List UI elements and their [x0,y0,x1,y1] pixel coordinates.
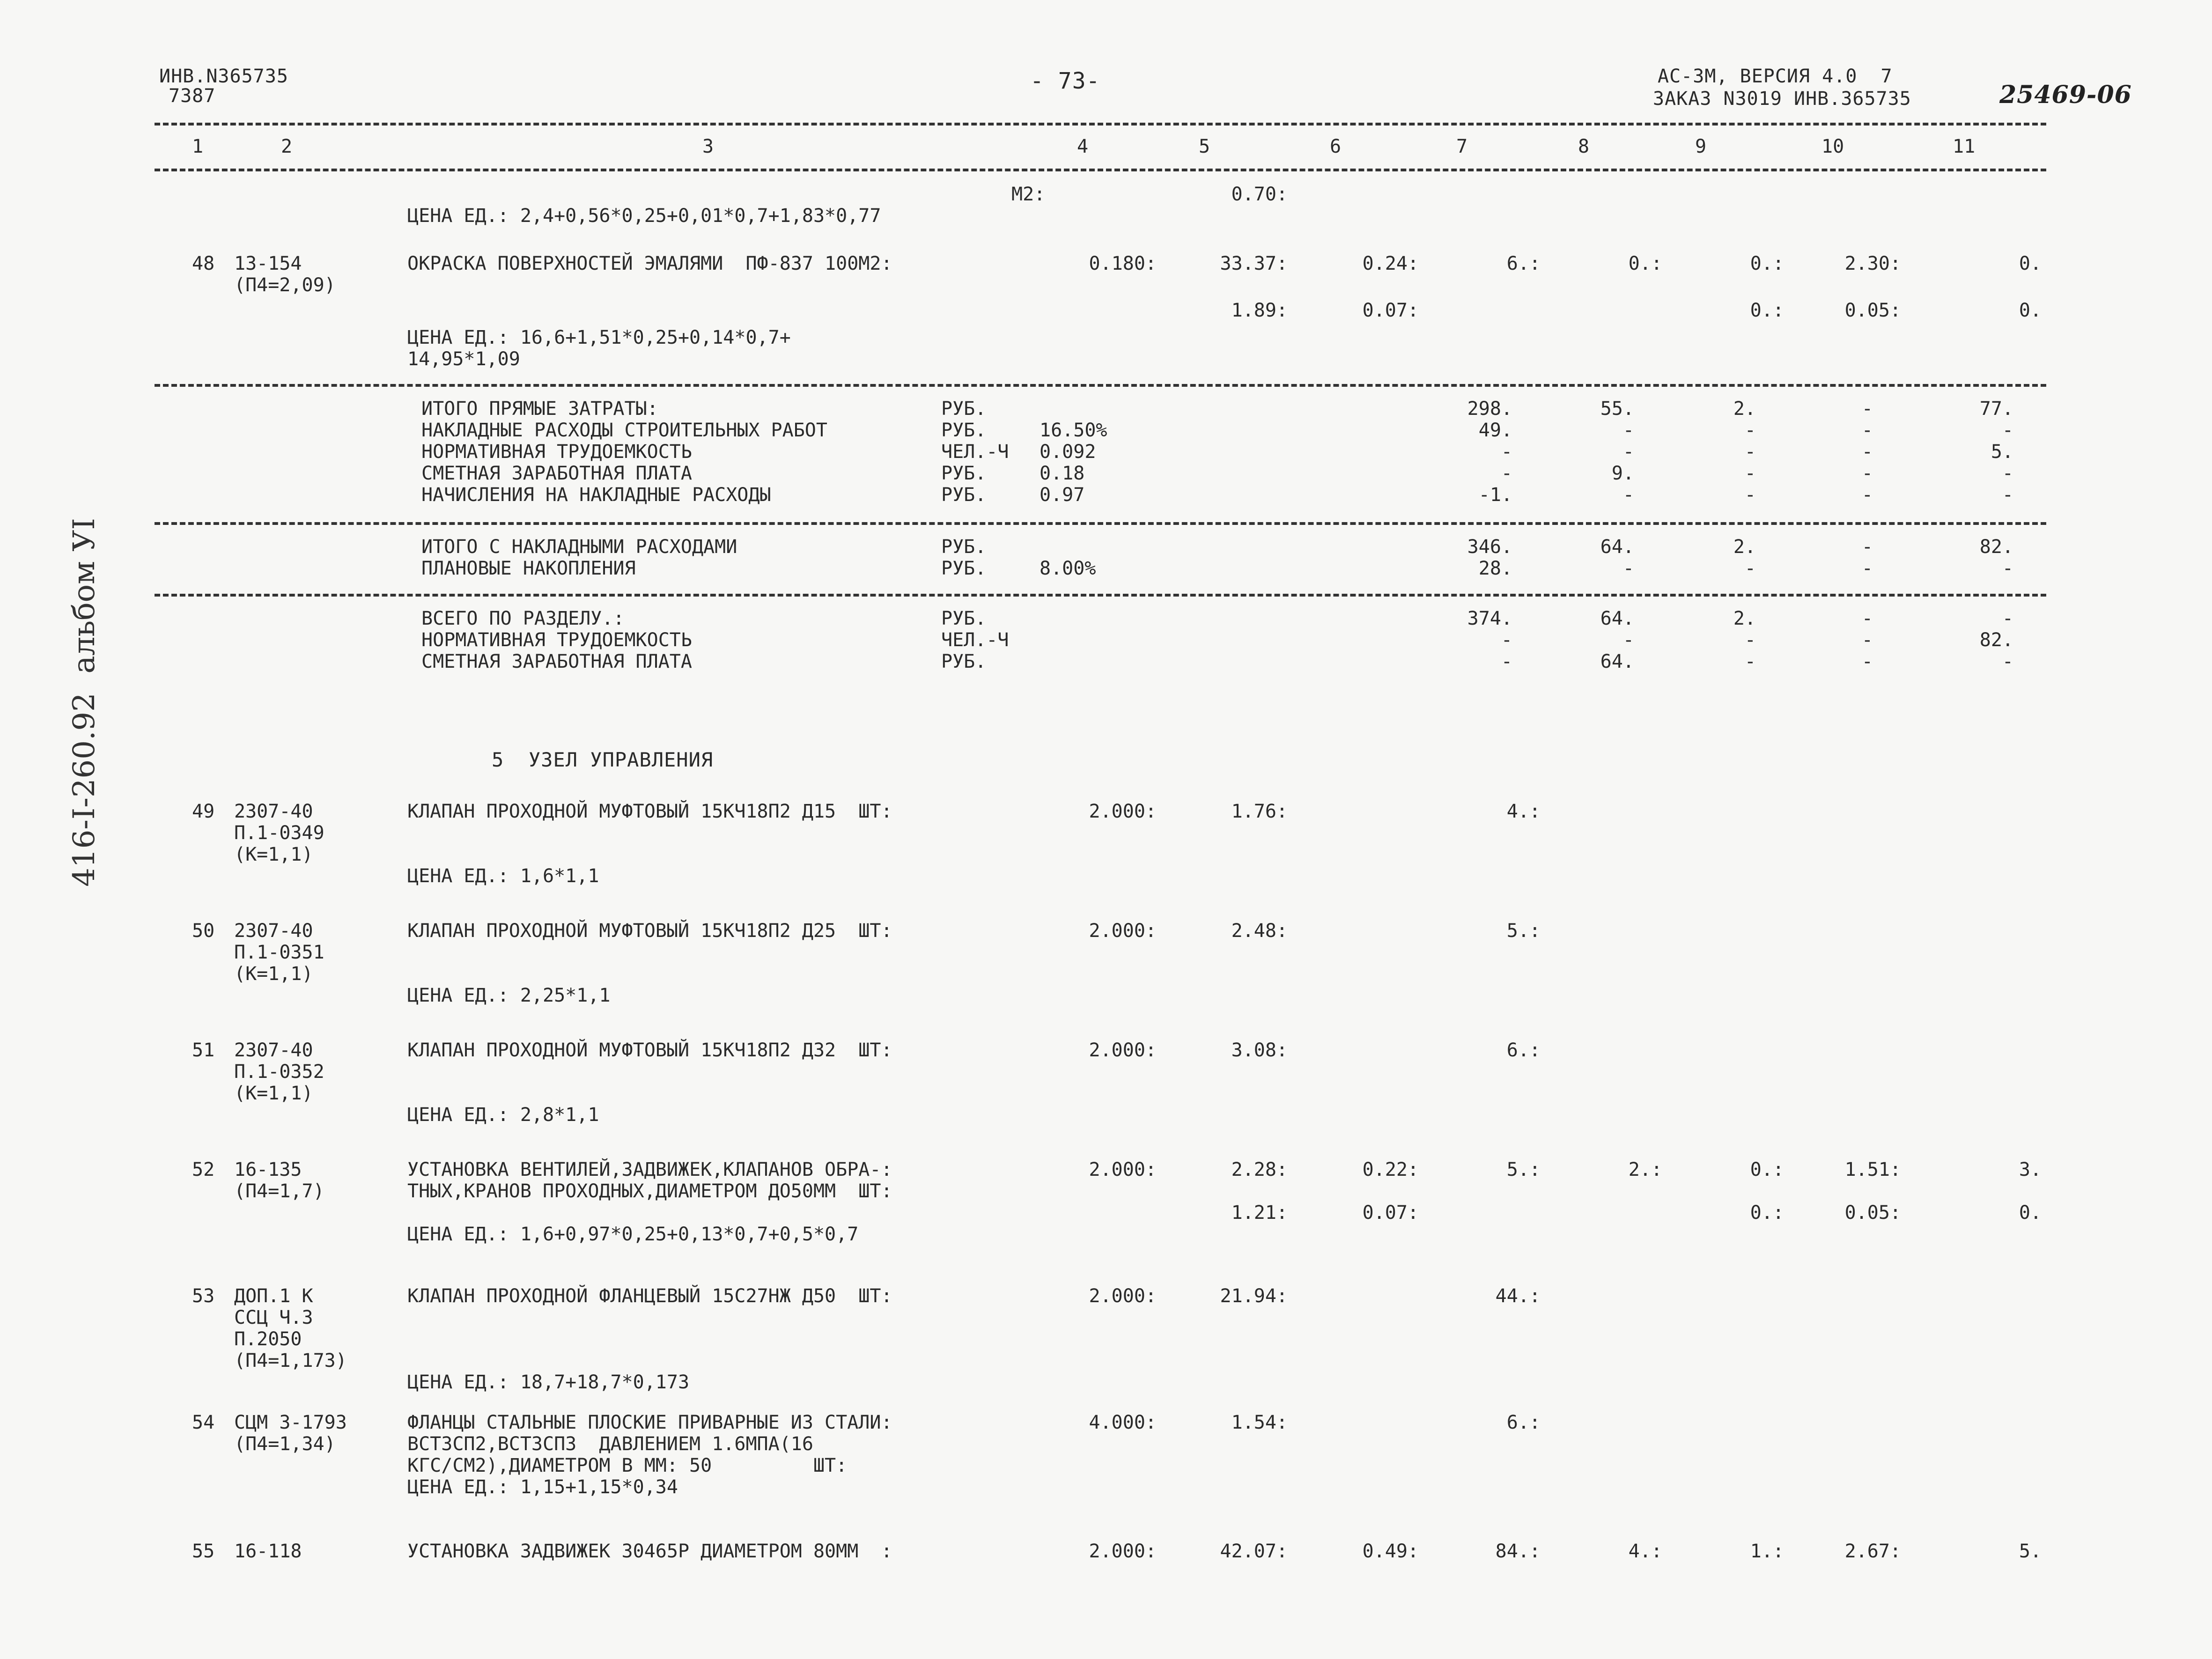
total-rate: 0.092 [1040,441,1096,463]
program-version: АС-3М, ВЕРСИЯ 4.0 7 [1658,66,1893,87]
item-number: 50 [192,920,215,942]
doc-number: 7387 [169,85,216,107]
page-number: - 73- [1030,68,1100,94]
item-code: П.1-0349 [234,822,324,844]
total-c7: - [1501,463,1512,484]
cell-sub-c5: 1.21: [1231,1202,1288,1224]
total-c8: 9. [1611,463,1634,484]
price-formula: ЦЕНА ЕД.: 1,15+1,15*0,34 [407,1476,678,1498]
cell-c5: 2.28: [1231,1159,1288,1180]
total-label: СМЕТНАЯ ЗАРАБОТНАЯ ПЛАТА [421,651,692,672]
item-code: (П4=1,34) [234,1433,336,1455]
total-c7: - [1501,441,1512,463]
cell-c4: 2.000: [1089,920,1157,942]
cell-c7: 5.: [1506,920,1541,942]
total-c8: - [1622,629,1634,651]
total-c11: - [2002,558,2013,579]
item-description: КЛАПАН ПРОХОДНОЙ ФЛАНЦЕВЫЙ 15С27НЖ Д50 ШТ: [407,1285,892,1307]
total-c7: 374. [1467,608,1512,629]
cell-sub-c10: 0.05: [1844,300,1901,321]
item-description: КЛАПАН ПРОХОДНОЙ МУФТОВЫЙ 15КЧ18П2 Д15 ШТ: [407,801,892,822]
total-unit: РУБ. [941,420,987,441]
cell-c11: 5. [2019,1541,2042,1562]
item-code: П.1-0351 [234,942,324,963]
cell-sub-c10: 0.05: [1844,1202,1901,1224]
cell-c4: 2.000: [1089,1541,1157,1562]
cell-c6: 0.24: [1362,253,1419,274]
total-c7: 346. [1467,536,1512,558]
item-coef: (П4=2,09) [234,274,336,296]
cell-c4: 0.180: [1089,253,1157,274]
item-code: 16-135 [234,1159,302,1180]
total-c11: - [2002,420,2013,441]
item-code: 16-118 [234,1541,302,1562]
cell-c10: 2.30: [1844,253,1901,274]
total-c8: - [1622,484,1634,506]
total-c11: - [2002,608,2013,629]
cell-c4: 2.000: [1089,801,1157,822]
price-formula-cont: 14,95*1,09 [407,348,520,370]
total-unit: ЧЕЛ.-Ч [941,441,1009,463]
cell-c7: 5.: [1506,1159,1541,1180]
cell-c6: 0.49: [1362,1541,1419,1562]
total-c7: 49. [1478,420,1512,441]
item-description: ТНЫХ,КРАНОВ ПРОХОДНЫХ,ДИАМЕТРОМ ДО50ММ ШТ: [407,1180,892,1202]
total-c9: - [1744,484,1756,506]
cell-c4: 4.000: [1089,1412,1157,1433]
total-rate: 8.00% [1040,558,1096,579]
total-c11: 77. [1979,398,2013,420]
price-formula: ЦЕНА ЕД.: 16,6+1,51*0,25+0,14*0,7+ [407,327,791,348]
column-header-6: 6 [1330,136,1342,157]
total-c11: - [2002,484,2013,506]
total-c7: - [1501,629,1512,651]
item-code: 2307-40 [234,1040,313,1061]
item-number: 53 [192,1285,215,1307]
total-unit: РУБ. [941,651,987,672]
total-c10: - [1861,536,1873,558]
separator [155,522,2046,525]
cell-c5: 33.37: [1220,253,1288,274]
column-header-3: 3 [702,136,714,157]
item-description: ВСТ3СП2,ВСТ3СП3 ДАВЛЕНИЕМ 1.6МПА(16 [407,1433,813,1455]
cell-c7: 6.: [1506,253,1541,274]
total-unit: РУБ. [941,463,987,484]
album-side-label: 416-I-260.92 альбом УI [67,518,102,887]
total-c10: - [1861,608,1873,629]
cell-c5: 21.94: [1220,1285,1288,1307]
total-rate: 0.97 [1040,484,1085,506]
section-title: 5 УЗЕЛ УПРАВЛЕНИЯ [492,748,714,771]
item-description: УСТАНОВКА ЗАДВИЖЕК 30465Р ДИАМЕТРОМ 80ММ : [407,1541,892,1562]
total-c8: 64. [1600,608,1634,629]
total-c8: - [1622,441,1634,463]
total-c10: - [1861,558,1873,579]
cell-c10: 1.51: [1844,1159,1901,1180]
total-label: ПЛАНОВЫЕ НАКОПЛЕНИЯ [421,558,636,579]
cell-c5: 0.70: [1231,184,1288,205]
total-c11: 82. [1979,536,2013,558]
item-description: КЛАПАН ПРОХОДНОЙ МУФТОВЫЙ 15КЧ18П2 Д25 ШТ: [407,920,892,942]
cell-sub-c6: 0.07: [1362,1202,1419,1224]
item-code: П.1-0352 [234,1061,324,1083]
total-c11: 82. [1979,629,2013,651]
item-code: ДОП.1 К [234,1285,313,1307]
unit-label: М2: [1011,184,1046,205]
cell-c4: 2.000: [1089,1159,1157,1180]
cell-c9: 1.: [1750,1541,1784,1562]
total-c9: - [1744,629,1756,651]
cell-c5: 1.76: [1231,801,1288,822]
item-code: (К=1,1) [234,1083,313,1104]
cell-c7: 44.: [1495,1285,1541,1307]
cell-c9: 0.: [1750,253,1784,274]
item-number: 55 [192,1541,215,1562]
total-unit: РУБ. [941,608,987,629]
item-description: КГС/СМ2),ДИАМЕТРОМ В ММ: 50 ШТ: [407,1455,848,1476]
item-code: ССЦ Ч.3 [234,1307,313,1328]
cell-c9: 0.: [1750,1159,1784,1180]
separator [155,384,2046,387]
item-code: (П4=1,7) [234,1180,324,1202]
item-number: 52 [192,1159,215,1180]
total-rate: 16.50% [1040,420,1107,441]
total-c9: - [1744,420,1756,441]
total-c9: 2. [1733,398,1756,420]
column-header-7: 7 [1456,136,1468,157]
total-c9: - [1744,441,1756,463]
cell-c7: 4.: [1506,801,1541,822]
item-code: (П4=1,173) [234,1350,347,1371]
total-label: ИТОГО ПРЯМЫЕ ЗАТРАТЫ: [421,398,658,420]
cell-c7: 84.: [1495,1541,1541,1562]
cell-c4: 2.000: [1089,1285,1157,1307]
cell-c4: 2.000: [1089,1040,1157,1061]
total-c7: 298. [1467,398,1512,420]
cell-sub-c11: 0. [2019,1202,2042,1224]
cell-sub-c9: 0.: [1750,1202,1784,1224]
item-description: ФЛАНЦЫ СТАЛЬНЫЕ ПЛОСКИЕ ПРИВАРНЫЕ ИЗ СТАЛИ: [407,1412,892,1433]
item-number: 51 [192,1040,215,1061]
cell-c10: 2.67: [1844,1541,1901,1562]
total-c7: -1. [1478,484,1512,506]
total-unit: РУБ. [941,536,987,558]
total-c10: - [1861,463,1873,484]
total-c10: - [1861,484,1873,506]
cell-c7: 6.: [1506,1040,1541,1061]
item-number: 54 [192,1412,215,1433]
cell-c11: 0. [2019,253,2042,274]
price-formula: ЦЕНА ЕД.: 1,6+0,97*0,25+0,13*0,7+0,5*0,7 [407,1224,859,1245]
cell-c6: 0.22: [1362,1159,1419,1180]
cell-c11: 3. [2019,1159,2042,1180]
column-header-10: 10 [1821,136,1844,157]
price-formula: ЦЕНА ЕД.: 2,8*1,1 [407,1104,599,1126]
total-label: НОРМАТИВНАЯ ТРУДОЕМКОСТЬ [421,441,692,463]
separator [155,594,2046,597]
inventory-number: ИНВ.N365735 [159,66,288,87]
cell-c8: 2.: [1628,1159,1662,1180]
total-c8: 64. [1600,536,1634,558]
item-description: УСТАНОВКА ВЕНТИЛЕЙ,ЗАДВИЖЕК,КЛАПАНОВ ОБРА-: [407,1159,892,1180]
total-c11: - [2002,651,2013,672]
total-label: СМЕТНАЯ ЗАРАБОТНАЯ ПЛАТА [421,463,692,484]
total-c7: 28. [1478,558,1512,579]
item-code: 13-154 [234,253,302,274]
separator [155,169,2046,171]
cell-sub-c9: 0.: [1750,300,1784,321]
item-description: ОКРАСКА ПОВЕРХНОСТЕЙ ЭМАЛЯМИ ПФ-837 100М2: [407,253,892,274]
total-unit: РУБ. [941,484,987,506]
cell-sub-c11: 0. [2019,300,2042,321]
total-label: НОРМАТИВНАЯ ТРУДОЕМКОСТЬ [421,629,692,651]
total-label: НАЧИСЛЕНИЯ НА НАКЛАДНЫЕ РАСХОДЫ [421,484,771,506]
total-c10: - [1861,398,1873,420]
item-code: 2307-40 [234,920,313,942]
total-c11: - [2002,463,2013,484]
total-c9: - [1744,463,1756,484]
item-number: 49 [192,801,215,822]
cell-c8: 4.: [1628,1541,1662,1562]
total-c11: 5. [1991,441,2013,463]
item-code: 2307-40 [234,801,313,822]
column-header-1: 1 [192,136,204,157]
item-number: 48 [192,253,215,274]
item-code: СЦМ 3-1793 [234,1412,347,1433]
price-formula: ЦЕНА ЕД.: 18,7+18,7*0,173 [407,1371,690,1393]
cell-sub-c6: 0.07: [1362,300,1419,321]
total-c9: - [1744,651,1756,672]
total-c8: 55. [1600,398,1634,420]
total-unit: РУБ. [941,398,987,420]
handwritten-number: 25469-06 [1999,81,2132,109]
separator [155,123,2046,125]
column-header-11: 11 [1953,136,1976,157]
order-number: ЗАКАЗ N3019 ИНВ.365735 [1653,88,1911,110]
total-c7: - [1501,651,1512,672]
column-header-9: 9 [1695,136,1707,157]
cell-c5: 2.48: [1231,920,1288,942]
price-formula: ЦЕНА ЕД.: 2,4+0,56*0,25+0,01*0,7+1,83*0,77 [407,205,881,227]
total-c9: 2. [1733,536,1756,558]
price-formula: ЦЕНА ЕД.: 1,6*1,1 [407,865,599,887]
total-c8: - [1622,558,1634,579]
total-c9: 2. [1733,608,1756,629]
column-header-8: 8 [1578,136,1590,157]
cell-c5: 1.54: [1231,1412,1288,1433]
cell-sub-c5: 1.89: [1231,300,1288,321]
item-code: П.2050 [234,1328,302,1350]
total-c10: - [1861,441,1873,463]
cell-c7: 6.: [1506,1412,1541,1433]
total-c8: 64. [1600,651,1634,672]
total-c10: - [1861,651,1873,672]
total-rate: 0.18 [1040,463,1085,484]
item-code: (К=1,1) [234,963,313,985]
item-description: КЛАПАН ПРОХОДНОЙ МУФТОВЫЙ 15КЧ18П2 Д32 ШТ: [407,1040,892,1061]
total-label: НАКЛАДНЫЕ РАСХОДЫ СТРОИТЕЛЬНЫХ РАБОТ [421,420,827,441]
total-label: ИТОГО С НАКЛАДНЫМИ РАСХОДАМИ [421,536,737,558]
total-unit: ЧЕЛ.-Ч [941,629,1009,651]
cell-c8: 0.: [1628,253,1662,274]
total-label: ВСЕГО ПО РАЗДЕЛУ.: [421,608,625,629]
total-unit: РУБ. [941,558,987,579]
column-header-2: 2 [281,136,293,157]
column-header-4: 4 [1077,136,1089,157]
cell-c5: 42.07: [1220,1541,1288,1562]
total-c10: - [1861,420,1873,441]
total-c9: - [1744,558,1756,579]
item-code: (К=1,1) [234,844,313,865]
total-c10: - [1861,629,1873,651]
price-formula: ЦЕНА ЕД.: 2,25*1,1 [407,985,611,1006]
cell-c5: 3.08: [1231,1040,1288,1061]
column-header-5: 5 [1199,136,1210,157]
total-c8: - [1622,420,1634,441]
